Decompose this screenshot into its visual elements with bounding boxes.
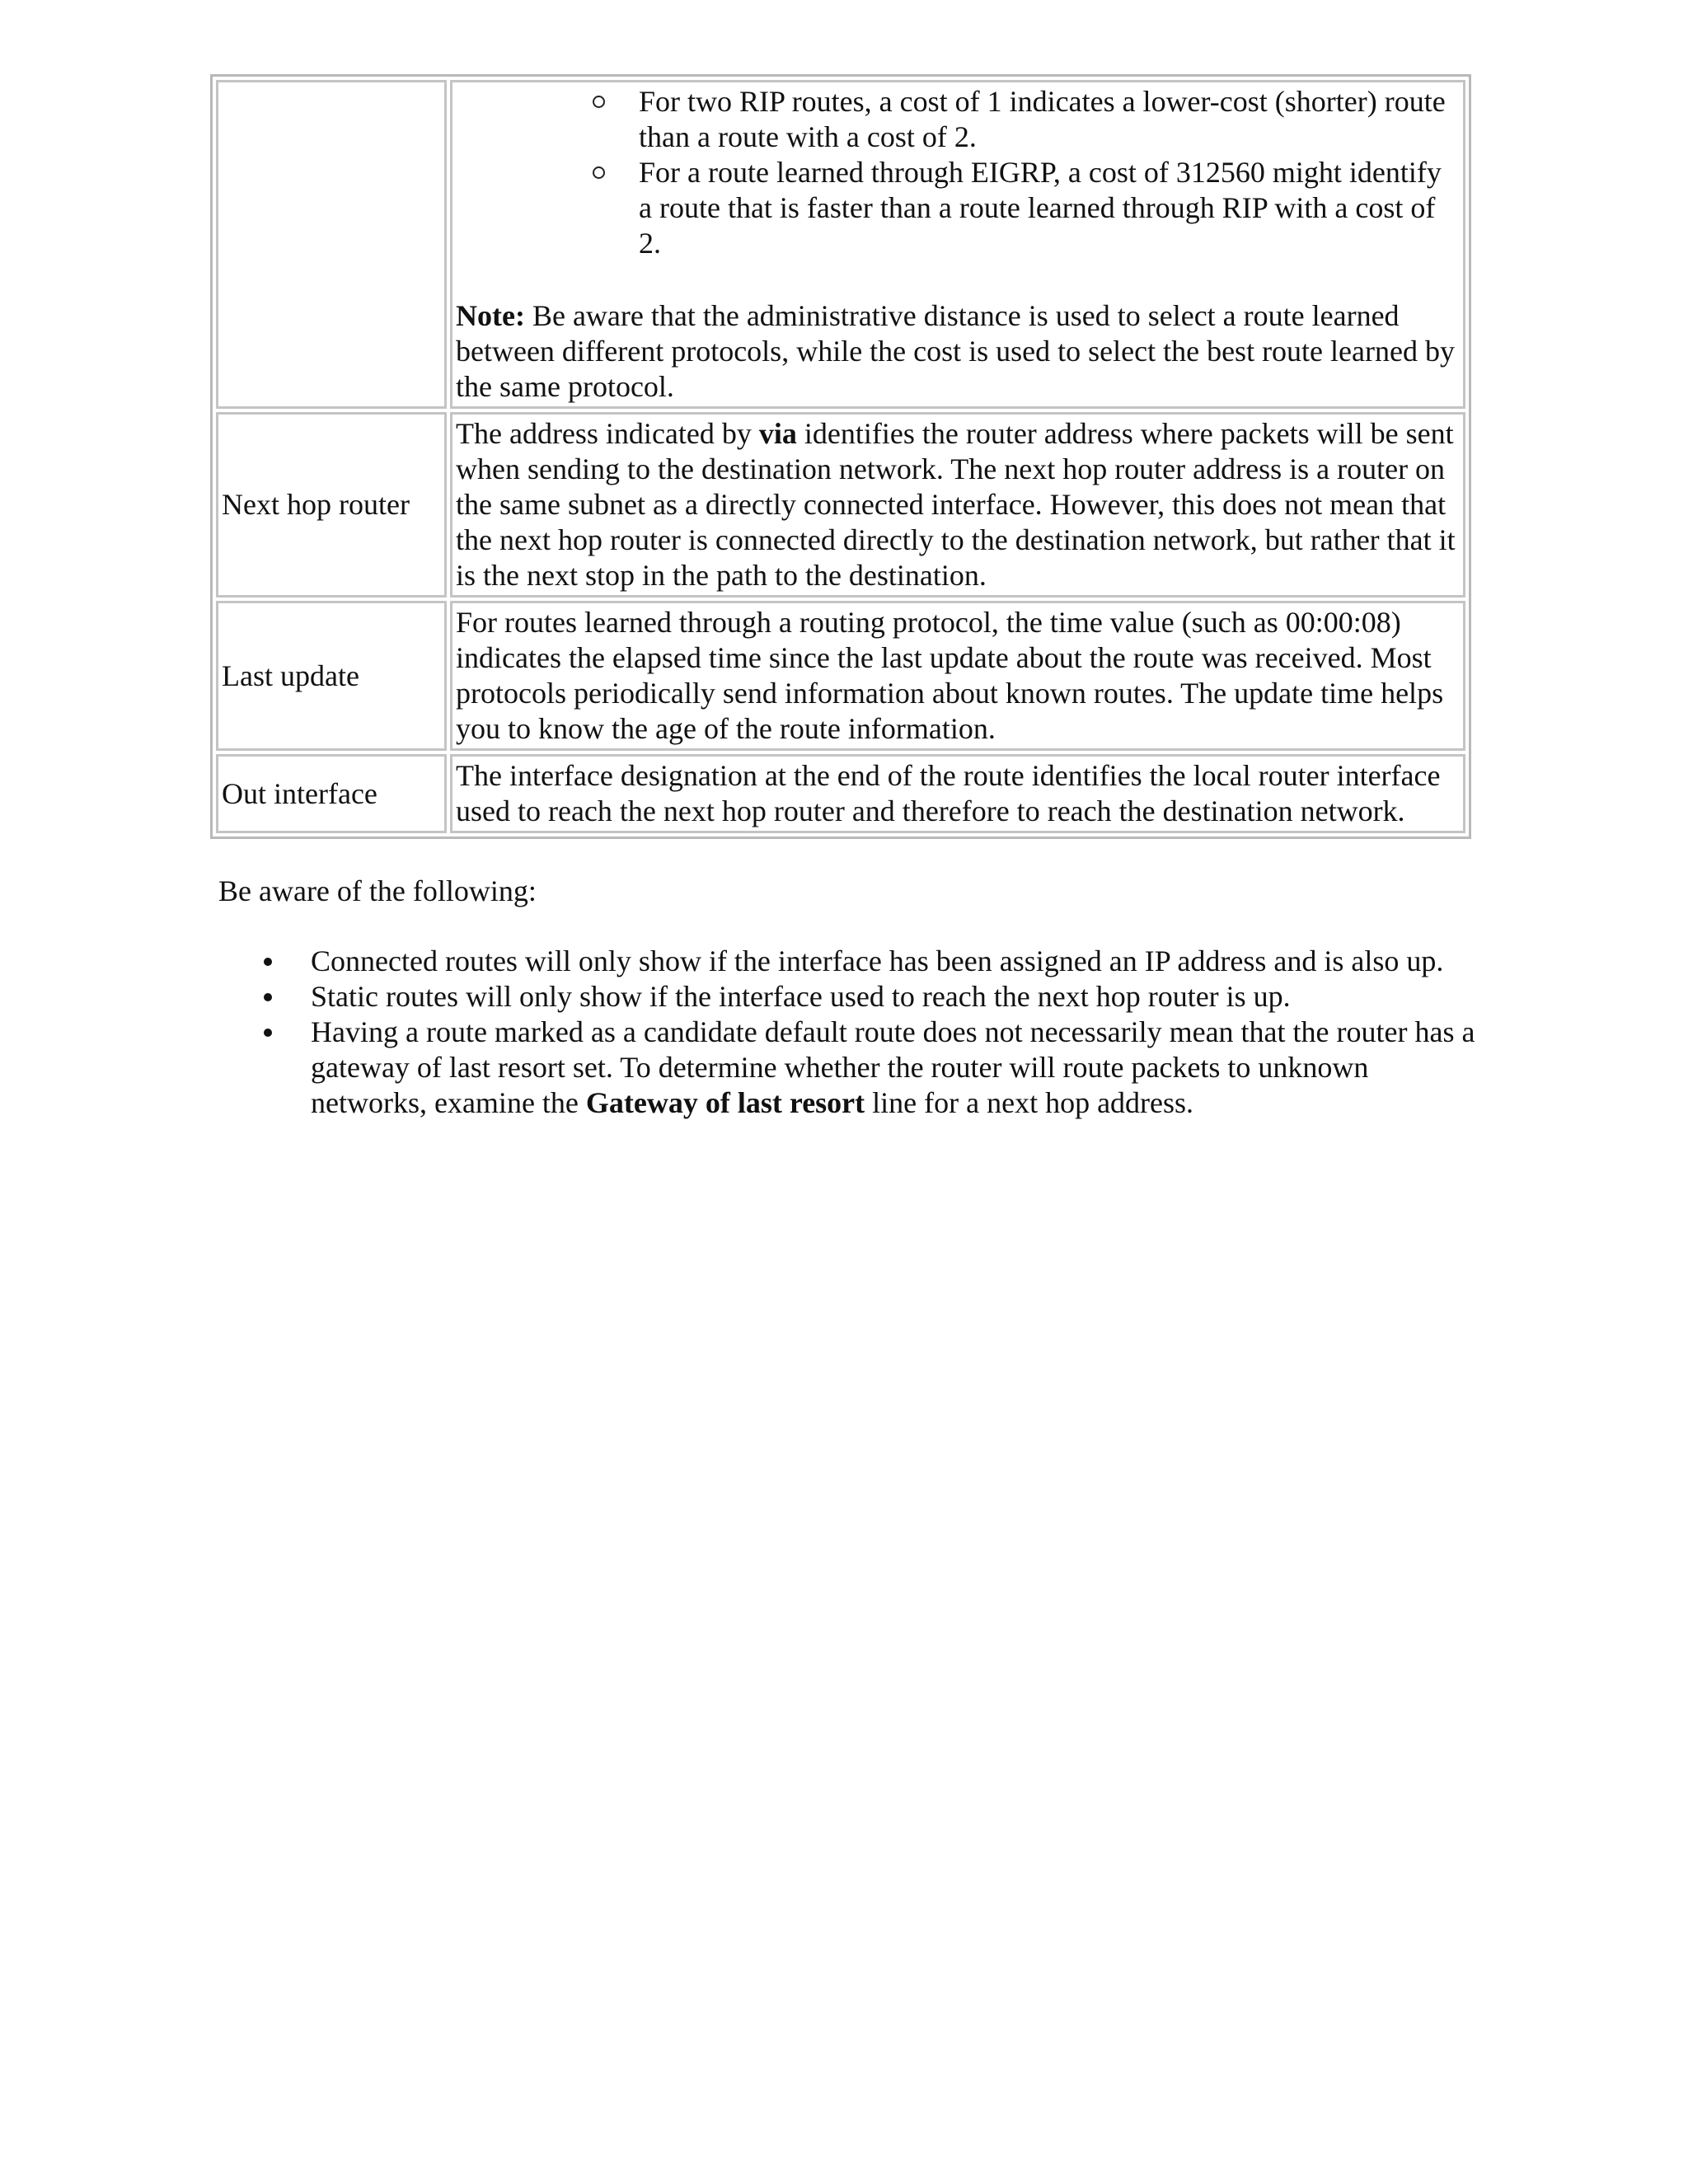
list-item-text-end: line for a next hop address. — [865, 1086, 1194, 1119]
list-item-text: Connected routes will only show if the interface has been assigned an IP address and is also up. — [311, 944, 1444, 977]
table-row — [216, 754, 1465, 833]
note-text: Be aware that the administrative distance is used to select a route learned between different protocols, while the cost is used to select the best route learned by the same protocol. — [456, 299, 1455, 403]
note-label: Note: — [456, 299, 525, 332]
circle-bullet-icon — [593, 166, 605, 179]
list-item-text-start: Having a route marked as a candidate default route does not necessarily mean that the router has a gateway of last resort set. To determine whether the router will route packets to unknown networks, examine the — [311, 1015, 1475, 1119]
row-label-empty — [216, 80, 447, 409]
gateway-keyword: Gateway of last resort — [585, 1086, 865, 1119]
via-keyword: via — [758, 417, 797, 450]
list-item — [311, 1015, 1481, 1121]
note-paragraph — [456, 298, 1460, 405]
bullet-icon — [264, 1029, 272, 1037]
list-item-text: For two RIP routes, a cost of 1 indicates a lower-cost (shorter) route than a route with a cost of 2. — [639, 85, 1446, 153]
list-item — [311, 944, 1481, 979]
table-row — [216, 601, 1465, 751]
next-hop-text-start: The address indicated by — [456, 417, 759, 450]
list-item-text: Static routes will only show if the interface used to reach the next hop router is up. — [311, 980, 1291, 1013]
cost-description-cell — [450, 80, 1465, 409]
circle-bullet-icon — [593, 96, 605, 108]
next-hop-description-cell — [450, 412, 1465, 598]
be-aware-intro: Be aware of the following: — [218, 874, 537, 907]
list-item — [639, 155, 1460, 261]
last-update-description-cell: For routes learned through a routing protocol, the time value (such as 00:00:08) indicates the elapsed time since the last update about the route was received. Most protocols periodically send information about known routes. The update time helps you to know the age of the route information. — [450, 601, 1465, 751]
row-label-next-hop-router: Next hop router — [216, 412, 447, 598]
row-label-out-interface: Out interface — [216, 754, 447, 833]
table-row — [216, 412, 1465, 598]
table-row — [216, 80, 1465, 409]
bullet-icon — [264, 958, 272, 966]
row-label-last-update: Last update — [216, 601, 447, 751]
list-item — [639, 84, 1460, 155]
out-interface-description-cell: The interface designation at the end of the route identifies the local router interface used to reach the next hop router and therefore to reach the destination network. — [450, 754, 1465, 833]
document-page — [210, 74, 1475, 1121]
list-item-text: For a route learned through EIGRP, a cost of 312560 might identify a route that is faster than a route learned through RIP with a cost of 2. — [639, 156, 1442, 260]
next-hop-text-end: identifies the router address where packets will be sent when sending to the destination network. The next hop router address is a router on the same subnet as a directly connected interface. However, this does not mean that the next hop router is connected directly to the destination network, but rather that it is the next stop in the path to the destination. — [456, 417, 1456, 592]
routing-table-fields — [210, 74, 1471, 839]
bullet-icon — [264, 993, 272, 1001]
list-item — [311, 979, 1481, 1015]
cost-examples-list — [456, 84, 1460, 261]
be-aware-list — [210, 944, 1481, 1121]
